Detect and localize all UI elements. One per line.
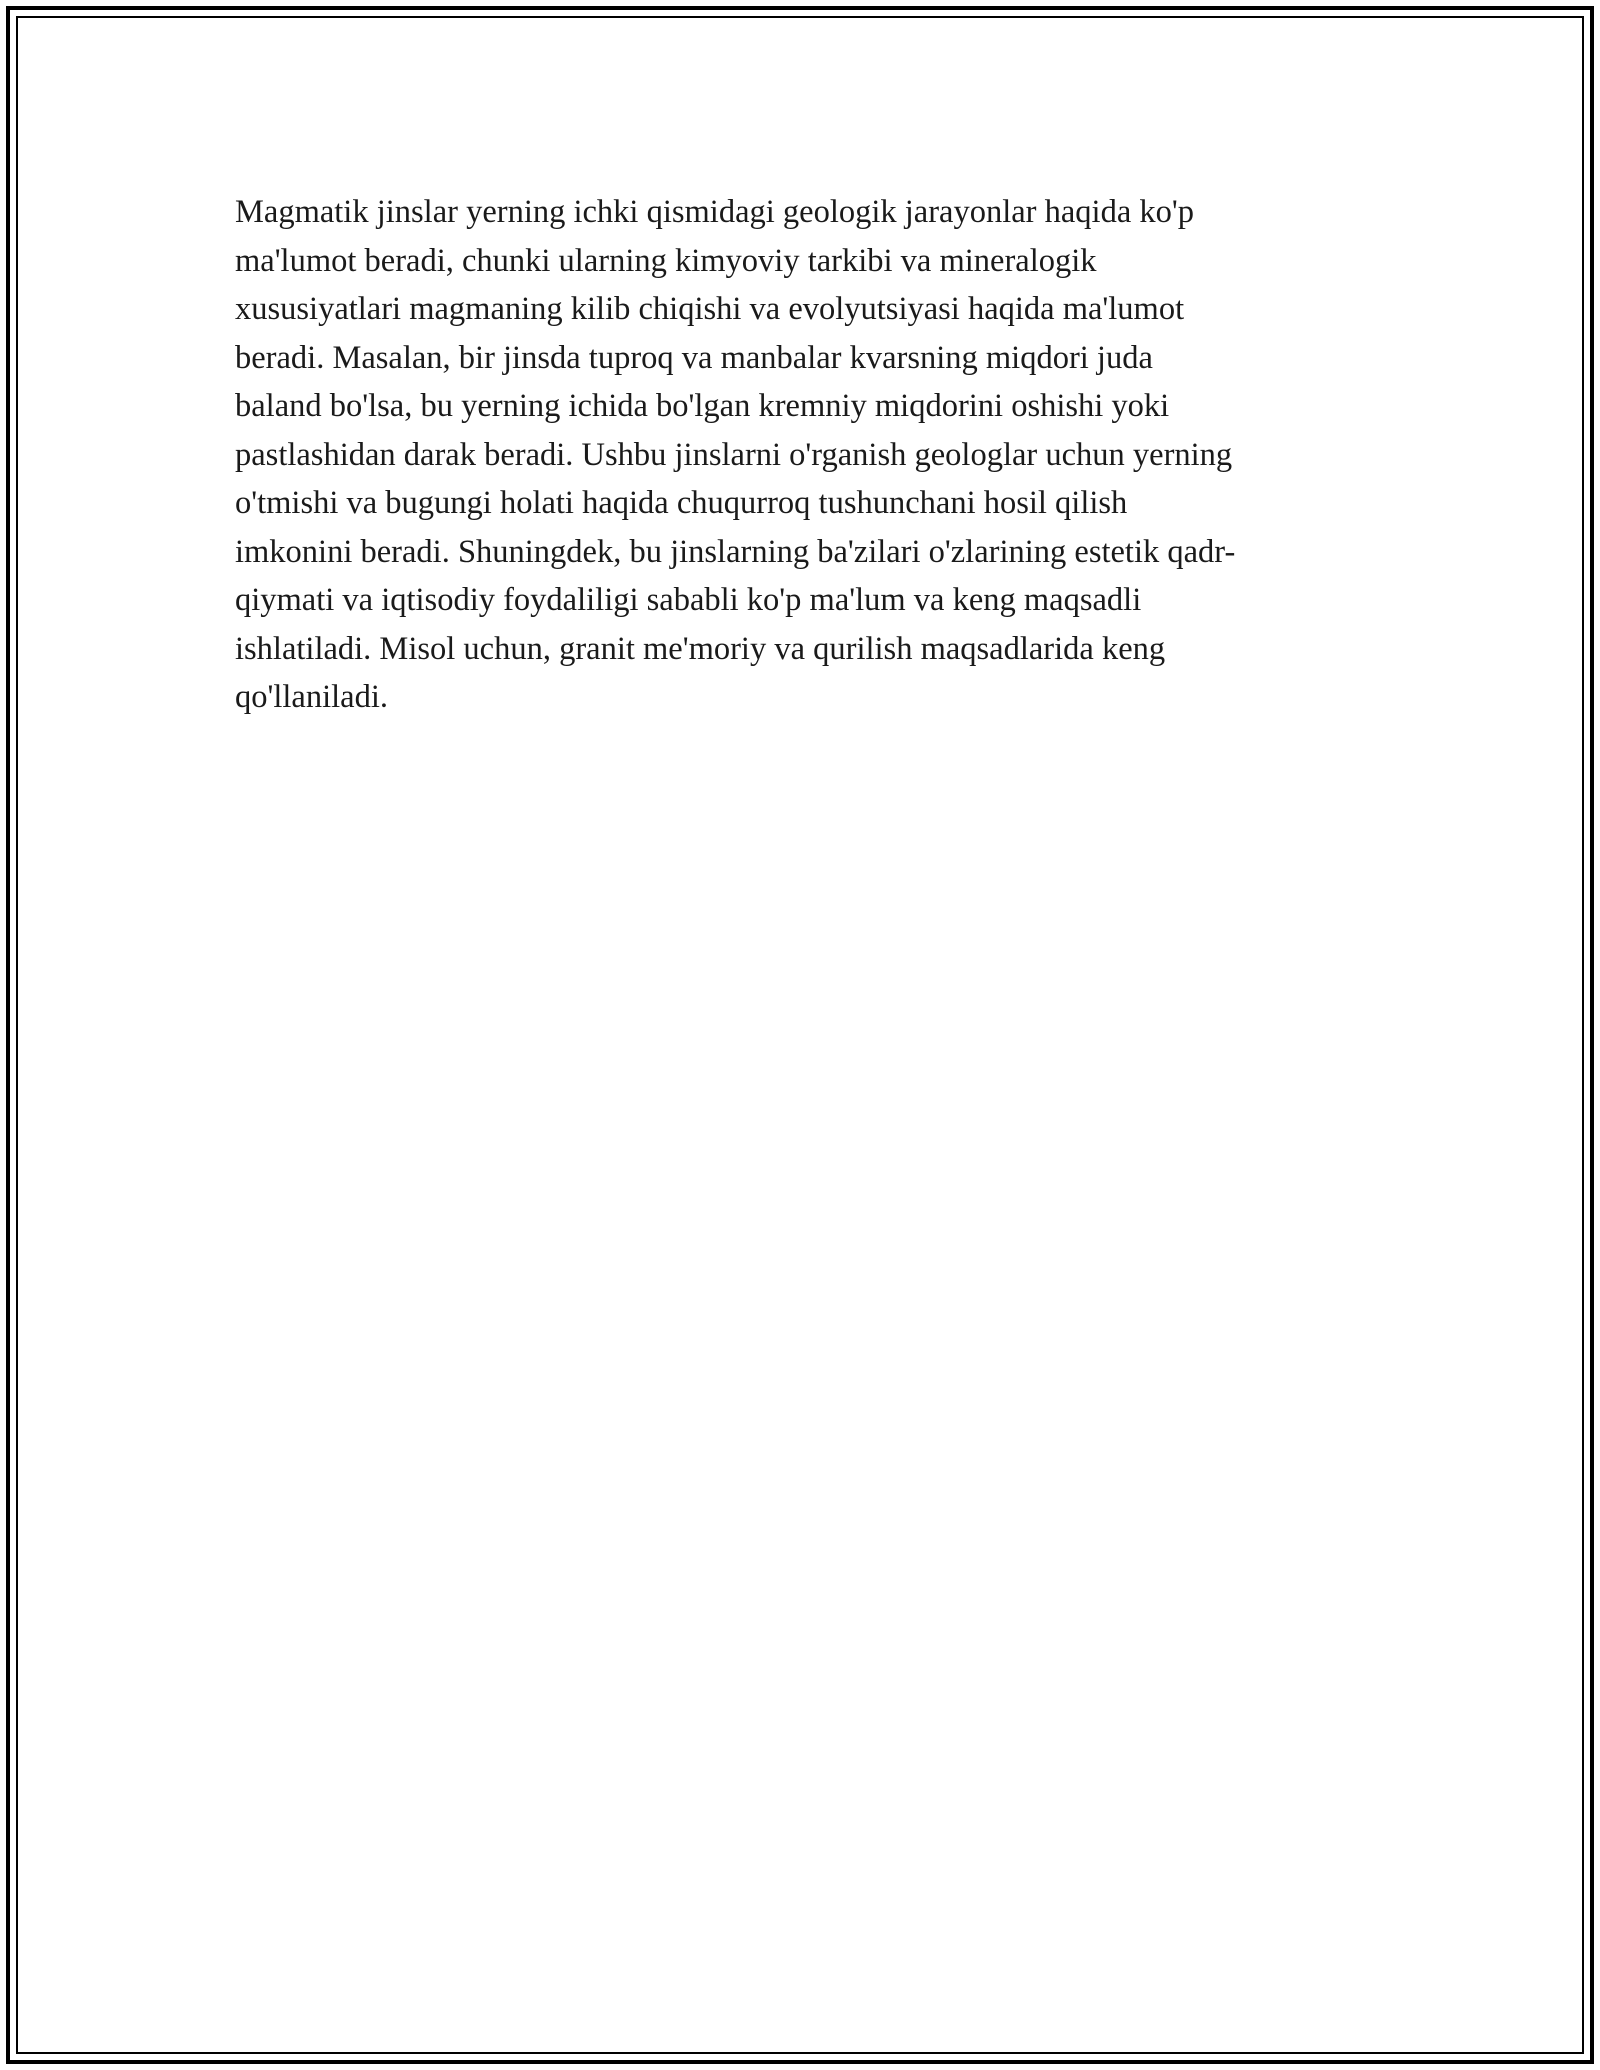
paragraph-line: ishlatiladi. Misol uchun, granit me'moriy va qurilish maqsadlarida keng — [235, 630, 1166, 667]
paragraph-line: qo'llaniladi. — [235, 679, 388, 715]
paragraph-line: imkonini beradi. Shuningdek, bu jinslarning ba'zilari o'zlarining estetik qadr- — [235, 533, 1236, 570]
paragraph-line: pastlashidan darak beradi. Ushbu jinslarni o'rganish geologlar uchun yerning — [235, 436, 1233, 473]
paragraph-line: beradi. Masalan, bir jinsda tuproq va manbalar kvarsning miqdori juda — [235, 339, 1153, 376]
paragraph-line: qiymati va iqtisodiy foydaliligi sababli ko'p ma'lum va keng maqsadli — [235, 582, 1142, 618]
paragraph-line: Magmatik jinslar yerning ichki qismidagi geologik jarayonlar haqida ko'p — [235, 194, 1194, 230]
body-paragraph — [235, 188, 1385, 722]
paragraph-line: o'tmishi va bugungi holati haqida chuqurroq tushunchani hosil qilish — [235, 485, 1128, 521]
paragraph-line: xususiyatlari magmaning kilib chiqishi va evolyutsiyasi haqida ma'lumot — [235, 291, 1185, 327]
paragraph-line: baland bo'lsa, bu yerning ichida bo'lgan kremniy miqdorini oshishi yoki — [235, 388, 1170, 424]
paragraph-line: ma'lumot beradi, chunki ularning kimyoviy tarkibi va mineralogik — [235, 242, 1097, 279]
